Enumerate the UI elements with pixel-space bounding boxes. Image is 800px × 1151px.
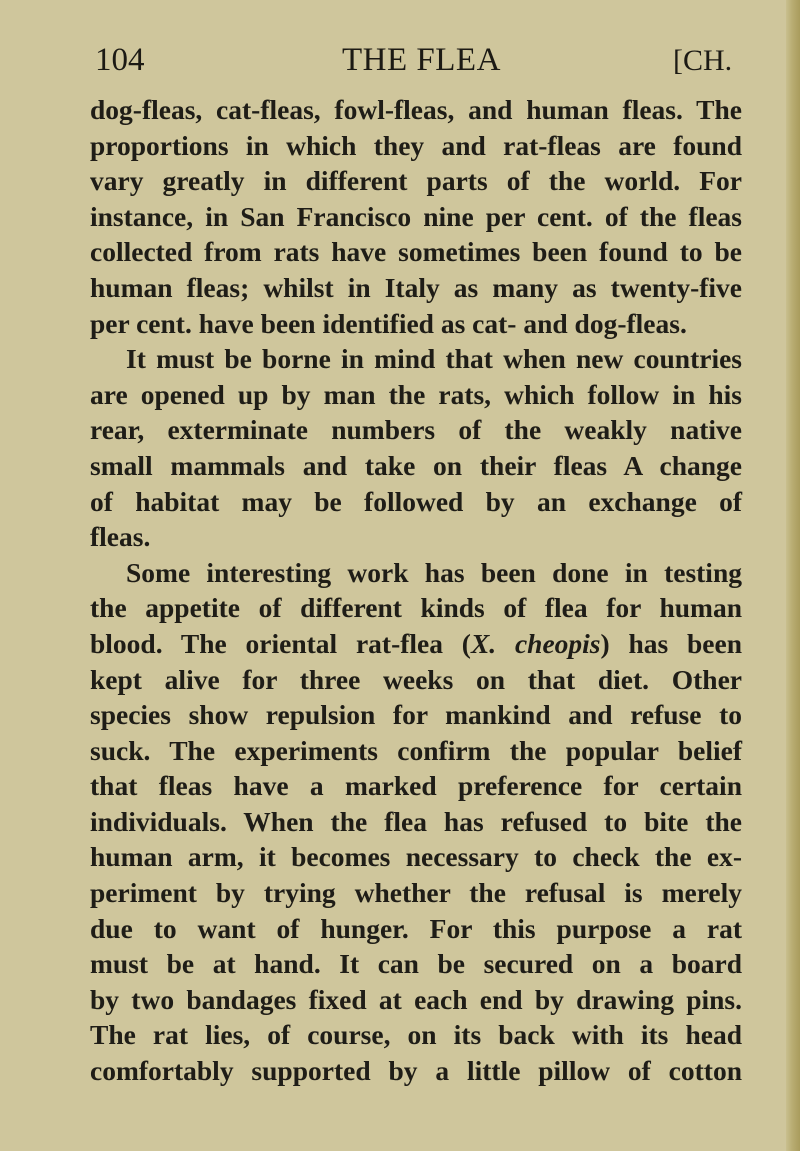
text-line: are opened up by man the rats, which follow in his <box>90 378 742 410</box>
text-line: Some interesting work has been done in testing <box>126 556 742 588</box>
text-line: periment by trying whether the refusal is merely <box>90 877 742 909</box>
text-line: human fleas; whilst in Italy as many as twenty-five <box>90 271 742 303</box>
text-line: human arm, it becomes necessary to check the ex- <box>90 841 742 873</box>
text-line: proportions in which they and rat-fleas are found <box>90 129 742 161</box>
chapter-mark: [CH. <box>673 44 733 77</box>
text-line: must be at hand. It can be secured on a board <box>90 948 742 980</box>
page-edge <box>786 0 800 1151</box>
species-name-italic: X. cheopis <box>470 627 601 659</box>
text-line: suck. The experiments confirm the popular belief <box>90 734 742 766</box>
text-segment: blood. The oriental rat-flea ( <box>90 627 471 659</box>
text-line: by two bandages fixed at each end by drawing pins. <box>90 983 742 1015</box>
text-line-mixed <box>90 626 742 662</box>
text-line: per cent. have been identified as cat- and dog-fleas. <box>90 307 687 339</box>
text-line: the appetite of different kinds of flea for human <box>90 592 742 624</box>
text-line: The rat lies, of course, on its back with its head <box>90 1019 742 1051</box>
text-line: individuals. When the flea has refused to bite the <box>90 805 742 837</box>
text-line: rear, exterminate numbers of the weakly native <box>90 414 742 446</box>
running-title: THE FLEA <box>342 42 501 78</box>
text-line: dog-fleas, cat-fleas, fowl-fleas, and human fleas. The <box>90 94 742 125</box>
text-line: collected from rats have sometimes been found to be <box>90 236 742 268</box>
text-line: species show repulsion for mankind and refuse to <box>90 699 742 731</box>
text-line: It must be borne in mind that when new countries <box>126 343 742 375</box>
text-line: instance, in San Francisco nine per cent. of the fleas <box>90 200 742 232</box>
body-text <box>90 92 742 1089</box>
text-line: comfortably supported by a little pillow of cotton <box>90 1055 742 1087</box>
text-line: due to want of hunger. For this purpose a rat <box>90 912 742 944</box>
page-number: 104 <box>95 42 145 78</box>
text-line: that fleas have a marked preference for certain <box>90 770 742 802</box>
text-segment: ) has been <box>600 627 743 659</box>
text-line: small mammals and take on their fleas A change <box>90 449 742 481</box>
text-line: kept alive for three weeks on that diet. Other <box>90 663 742 695</box>
text-line: vary greatly in different parts of the world. For <box>90 165 742 197</box>
running-head <box>95 42 743 82</box>
text-line: fleas. <box>90 521 151 553</box>
text-line: of habitat may be followed by an exchange of <box>90 485 742 517</box>
